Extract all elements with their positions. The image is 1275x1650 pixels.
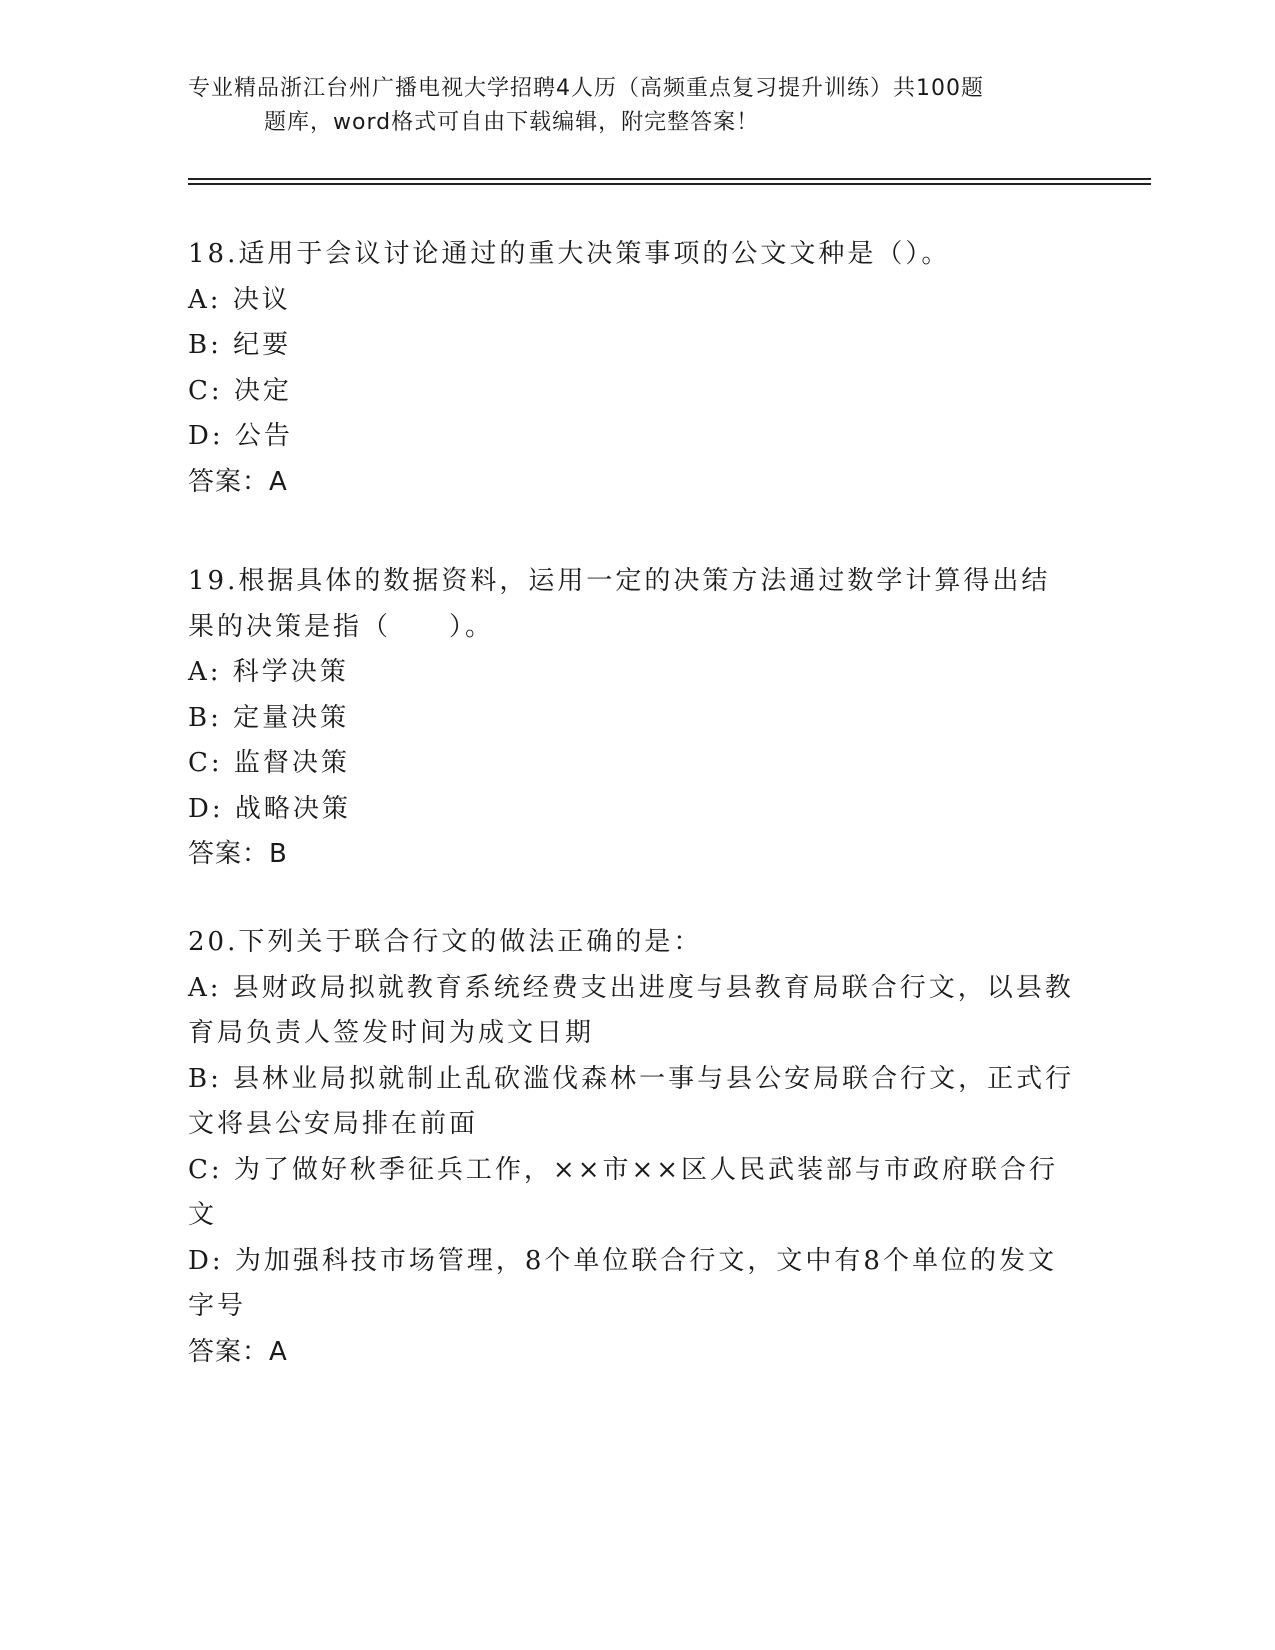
option-d: D: 为加强科技市场管理，8个单位联合行文，文中有8个单位的发文字号 [188, 1245, 1057, 1321]
question-18 [188, 232, 1078, 505]
question-19 [188, 559, 1078, 878]
option-a: A: 县财政局拟就教育系统经费支出进度与县教育局联合行文，以县教育局负责人签发时间为成文日期 [188, 972, 1074, 1048]
question-stem: 19.根据具体的数据资料，运用一定的决策方法通过数学计算得出结果的决策是指（ ）。 [188, 566, 1051, 642]
document-header [188, 72, 1088, 140]
option-a: A: 决议 [188, 284, 291, 315]
question-stem: 20.下列关于联合行文的做法正确的是： [188, 927, 703, 957]
answer-label: 答案：B [188, 839, 288, 869]
answer-label: 答案：A [188, 1336, 288, 1367]
option-b: B: 县林业局拟就制止乱砍滥伐森林一事与县公安局联合行文，正式行文将县公安局排在前面 [188, 1063, 1075, 1139]
option-a: A: 科学决策 [188, 657, 349, 687]
question-20 [188, 920, 1078, 1375]
header-divider-bottom [188, 183, 1151, 185]
option-c: C: 监督决策 [188, 748, 350, 778]
option-b: B: 定量决策 [188, 702, 350, 733]
header-title-line-1: 专业精品浙江台州广播电视大学招聘4人历（高频重点复习提升训练）共100题 [188, 76, 984, 101]
option-c: C: 决定 [188, 375, 292, 406]
option-d: D: 公告 [188, 421, 293, 451]
option-c: C: 为了做好秋季征兵工作，××市××区人民武装部与市政府联合行文 [188, 1154, 1059, 1230]
option-d: D: 战略决策 [188, 793, 351, 824]
option-b: B: 纪要 [188, 330, 292, 360]
header-title-line-2: 题库，word格式可自由下载编辑，附完整答案！ [264, 110, 760, 135]
header-divider-top [188, 178, 1151, 180]
answer-label: 答案：A [188, 466, 288, 497]
question-stem: 18.适用于会议讨论通过的重大决策事项的公文文种是（）。 [188, 239, 951, 269]
